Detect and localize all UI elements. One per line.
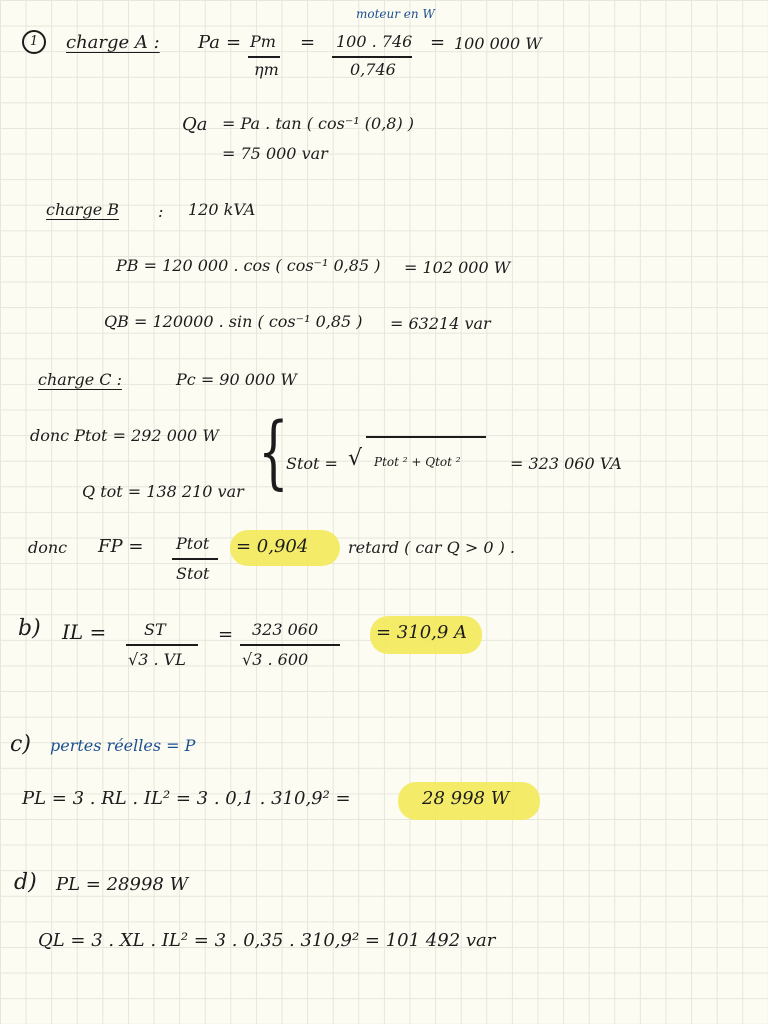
pm-symbol: Pm: [250, 32, 276, 51]
qa-formula: = Pa . tan ( cos⁻¹ (0,8) ): [222, 114, 415, 133]
qb-formula: QB = 120000 . sin ( cos⁻¹ 0,85 ): [104, 312, 363, 331]
part-c-label: c): [10, 732, 31, 757]
pl-result: 28 998 W: [422, 788, 510, 809]
fraction-bar: [248, 56, 280, 58]
pc-formula: Pc = 90 000 W: [176, 370, 297, 389]
fp-numerator: Ptot: [176, 534, 210, 553]
colon: :: [158, 202, 164, 221]
fraction-bar: [126, 644, 198, 646]
fp-lhs: FP =: [98, 536, 144, 557]
il-numerator-2: 323 060: [252, 620, 319, 639]
stot-lhs: Stot =: [286, 454, 338, 473]
part-b-label: b): [18, 616, 41, 641]
qa-result: = 75 000 var: [222, 144, 328, 163]
moteur-note: moteur en W: [356, 7, 435, 21]
charge-a-label: charge A :: [66, 32, 160, 53]
fp-denominator: Stot: [176, 564, 210, 583]
il-numerator-1: ST: [144, 620, 166, 639]
qa-symbol: Qa: [182, 114, 208, 135]
fraction-bar: [172, 558, 218, 560]
pl-value: PL = 28998 W: [56, 874, 189, 895]
item-number-circle: 1: [22, 30, 46, 54]
equals: =: [218, 624, 234, 645]
fraction-numerator: 100 . 746: [336, 32, 413, 51]
qtot-line: Q tot = 138 210 var: [82, 482, 244, 501]
pl-formula: PL = 3 . RL . IL² = 3 . 0,1 . 310,9² =: [22, 788, 351, 809]
fraction-denominator: 0,746: [350, 60, 396, 79]
qb-result: = 63214 var: [390, 314, 491, 333]
equals: =: [300, 32, 316, 53]
donc-label: donc: [28, 538, 68, 557]
ptot-line: donc Ptot = 292 000 W: [30, 426, 219, 445]
charge-b-value: 120 kVA: [188, 200, 256, 219]
il-result: = 310,9 A: [376, 622, 468, 643]
pa-result: 100 000 W: [454, 34, 542, 53]
charge-c-label: charge C :: [38, 370, 122, 389]
pertes-heading: pertes réelles = P: [50, 736, 196, 755]
fraction-bar: [240, 644, 340, 646]
sqrt-symbol: √: [348, 446, 363, 471]
sqrt-bar: [366, 436, 486, 438]
pb-formula: PB = 120 000 . cos ( cos⁻¹ 0,85 ): [116, 256, 381, 275]
fp-note: retard ( car Q > 0 ) .: [348, 538, 515, 557]
il-denominator-1: √3 . VL: [128, 650, 186, 669]
equals: =: [430, 32, 446, 53]
pb-result: = 102 000 W: [404, 258, 511, 277]
equals: =: [226, 32, 242, 53]
sqrt-inner: Ptot ² + Qtot ²: [374, 455, 461, 469]
stot-result: = 323 060 VA: [510, 454, 622, 473]
fraction-bar: [332, 56, 412, 58]
charge-b-label: charge B: [46, 200, 120, 219]
il-denominator-2: √3 . 600: [242, 650, 309, 669]
curly-brace: {: [258, 405, 289, 498]
il-lhs: IL =: [62, 620, 107, 644]
fp-result: = 0,904: [236, 536, 309, 557]
ql-formula: QL = 3 . XL . IL² = 3 . 0,35 . 310,9² = 101 492 var: [38, 930, 496, 951]
pa-symbol: Pa: [198, 32, 221, 53]
part-d-label: d): [14, 870, 37, 895]
eta-symbol: ηm: [254, 60, 279, 79]
